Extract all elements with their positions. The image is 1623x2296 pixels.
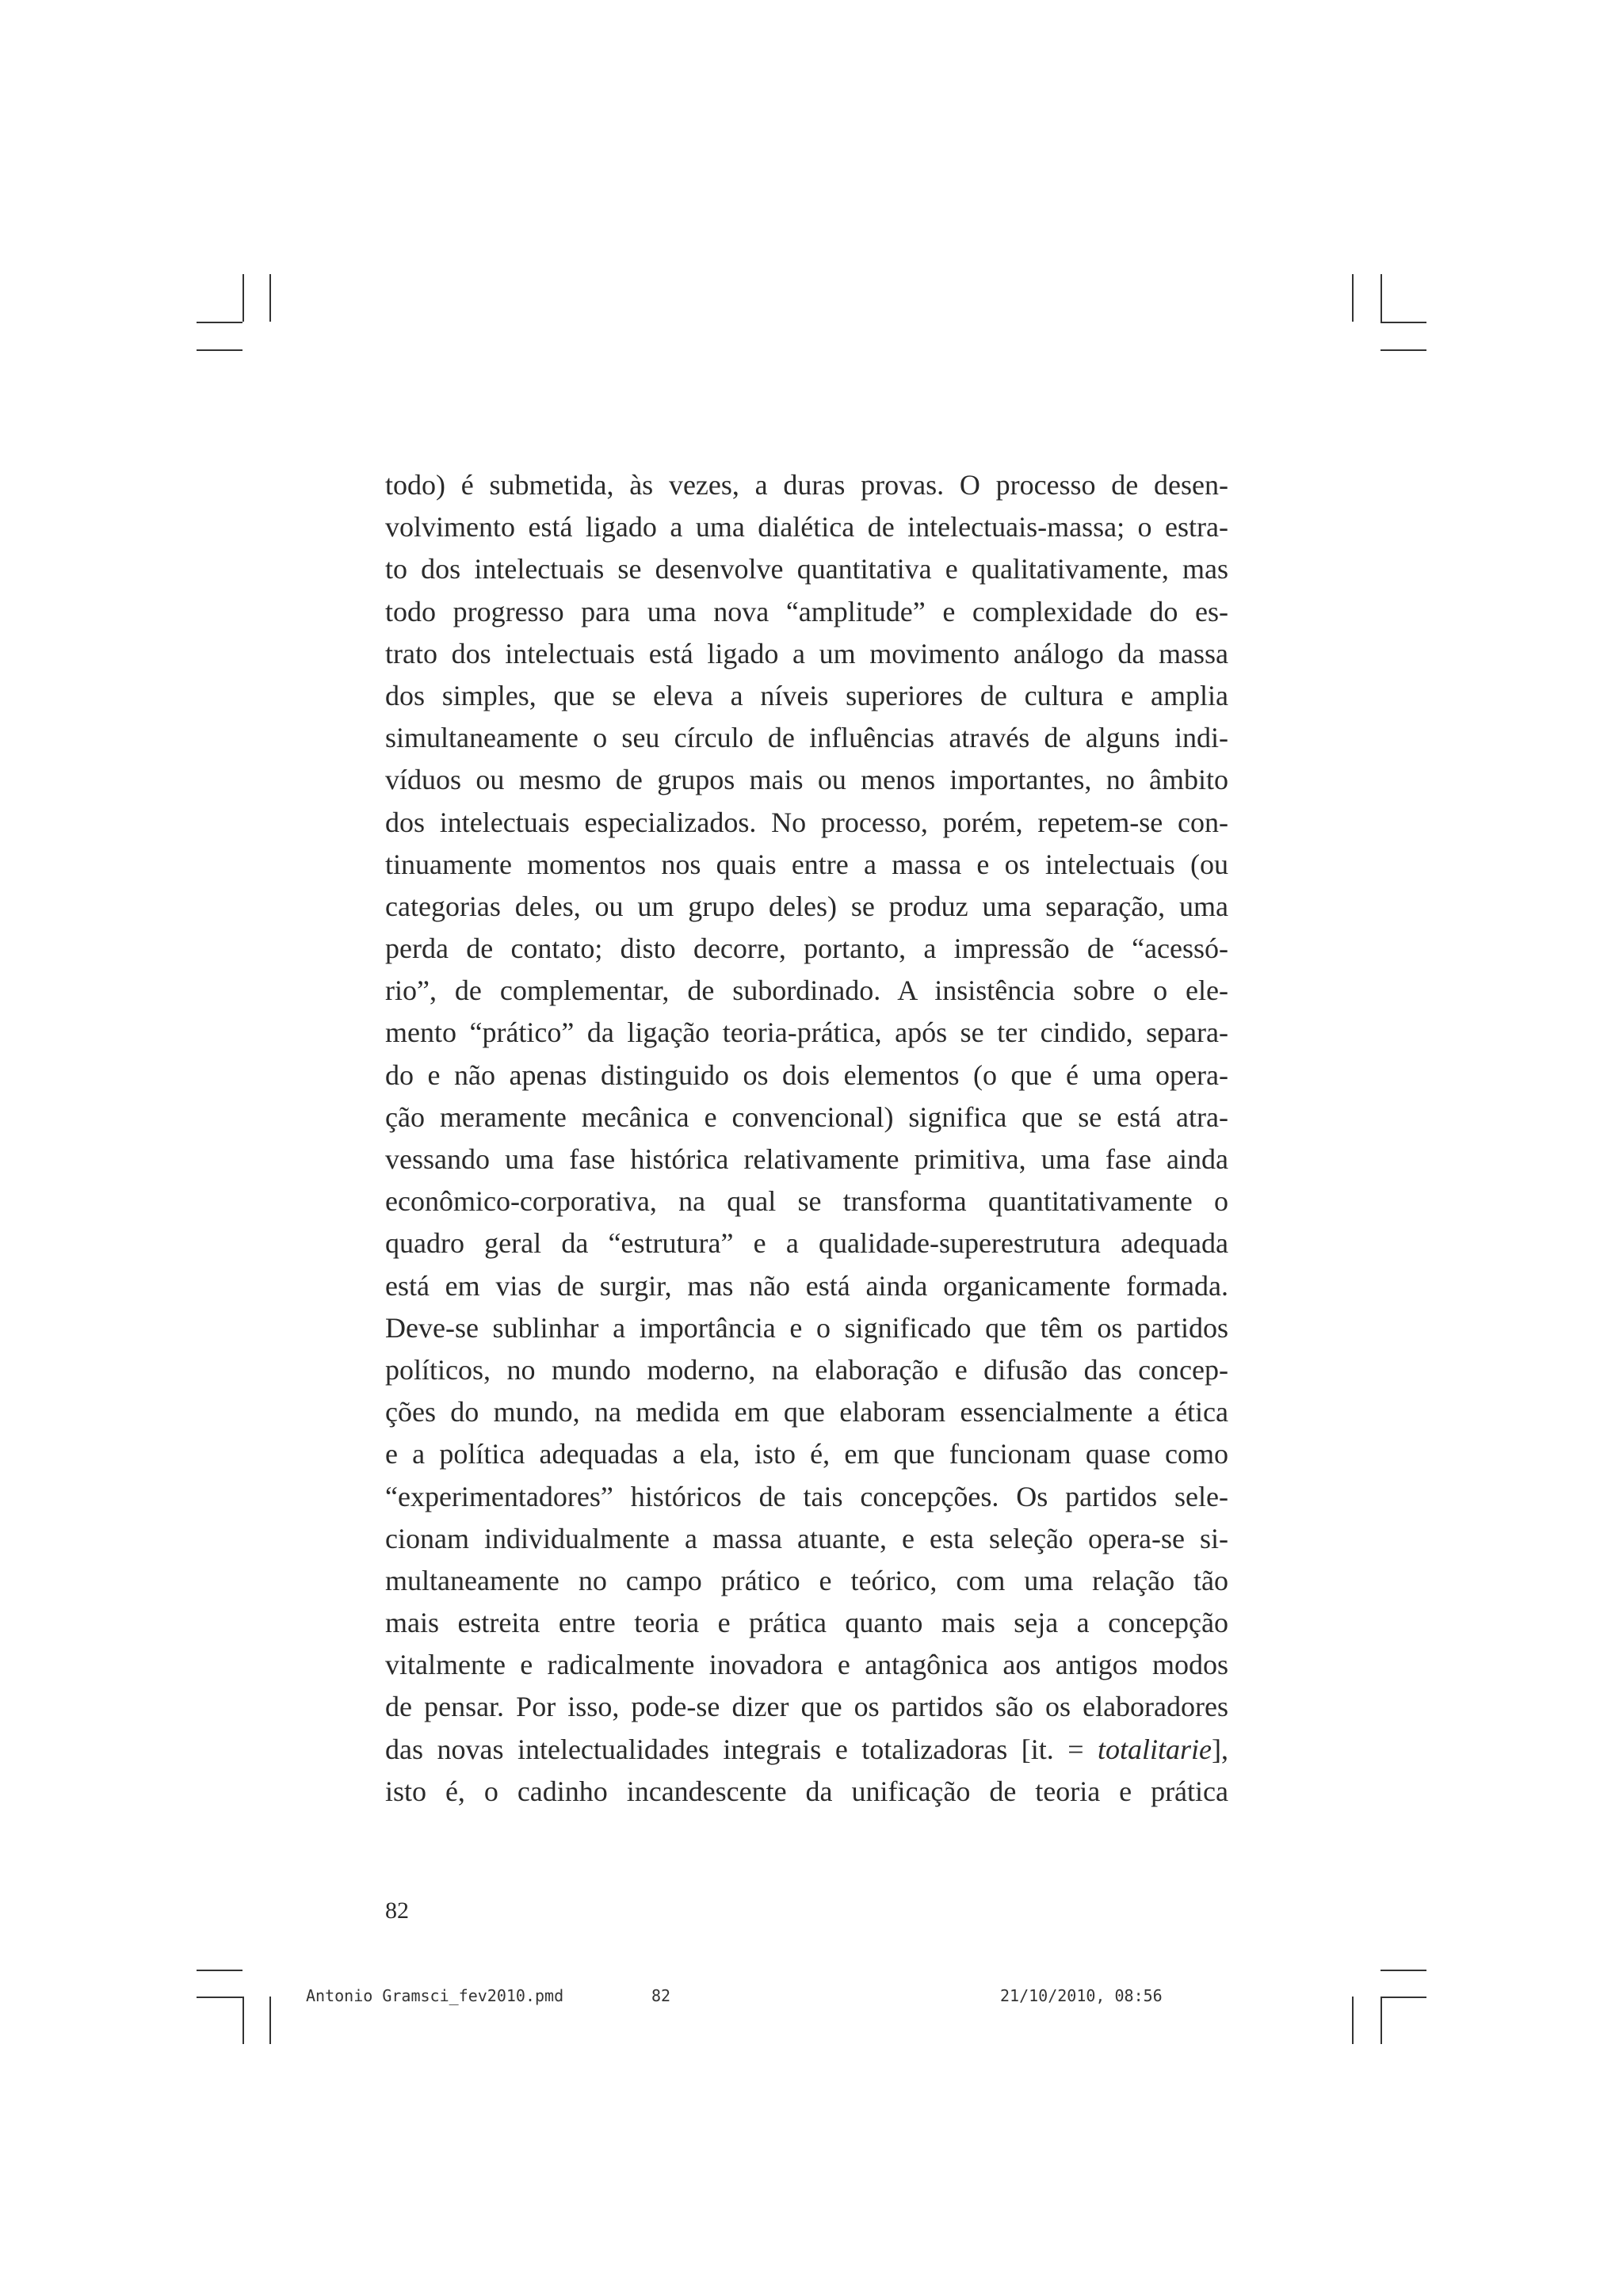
text-line: ção meramente mecânica e convencional) significa que se está atra- [385,1100,1228,1133]
text-line: econômico-corporativa, na qual se transforma quantitativamente o [385,1185,1228,1218]
crop-mark [1381,349,1426,351]
page-number: 82 [385,1897,409,1924]
text-line: políticos, no mundo moderno, na elaboração e difusão das concep- [385,1353,1228,1386]
text-line: Deve-se sublinhar a importância e o significado que têm os partidos [385,1311,1228,1344]
text-line: dos intelectuais especializados. No processo, porém, repetem-se con- [385,806,1228,838]
crop-mark [1381,1997,1382,2044]
text-line: todo progresso para uma nova “amplitude” e complexidade do es- [385,595,1228,627]
crop-mark [242,1997,244,2044]
text-line: simultaneamente o seu círculo de influências através de alguns indi- [385,722,1228,754]
text-line: de pensar. Por isso, pode-se dizer que os partidos são os elaboradores [385,1691,1228,1723]
crop-mark [242,274,244,322]
crop-mark [269,1997,271,2044]
text-line: perda de contato; disto decorre, portanto, a impressão de “acessó- [385,933,1228,965]
slug-filename: Antonio Gramsci_fev2010.pmd [306,1986,564,2005]
text-line: víduos ou mesmo de grupos mais ou menos importantes, no âmbito [385,764,1228,796]
text-line: multaneamente no campo prático e teórico, com uma relação tão [385,1564,1228,1596]
text-line: rio”, de complementar, de subordinado. A insistência sobre o ele- [385,974,1228,1007]
crop-mark [269,274,271,322]
text-line: tinuamente momentos nos quais entre a massa e os intelectuais (ou [385,848,1228,880]
text-line: mento “prático” da ligação teoria-prática, após se ter cindido, separa- [385,1016,1228,1049]
crop-mark [197,1997,242,1998]
crop-mark [197,322,242,323]
text-span: das novas intelectualidades integrais e totalizadoras [it. = [385,1733,1098,1765]
crop-mark [197,349,242,351]
text-line: está em vias de surgir, mas não está ainda organicamente formada. [385,1269,1228,1302]
text-line: quadro geral da “estrutura” e a qualidade-superestrutura adequada [385,1227,1228,1260]
text-line: isto é, o cadinho incandescente da unificação de teoria e prática [385,1775,1228,1807]
italic-term: totalitarie [1098,1733,1212,1765]
text-line: categorias deles, ou um grupo deles) se produz uma separação, uma [385,890,1228,922]
text-line: cionam individualmente a massa atuante, e esta seleção opera-se si- [385,1522,1228,1554]
text-line: e a política adequadas a ela, isto é, em que funcionam quase como [385,1438,1228,1470]
body-text [385,464,1228,1813]
text-line: vitalmente e radicalmente inovadora e antagônica aos antigos modos [385,1649,1228,1681]
crop-mark [1381,1970,1426,1971]
crop-mark [1352,1997,1354,2044]
text-line: volvimento está ligado a uma dialética de intelectuais-massa; o estra- [385,511,1228,543]
crop-mark [1381,1997,1426,1998]
crop-mark [1381,322,1426,323]
text-line: dos simples, que se eleva a níveis superiores de cultura e amplia [385,679,1228,711]
text-line: trato dos intelectuais está ligado a um movimento análogo da massa [385,637,1228,669]
text-line: ções do mundo, na medida em que elaboram essencialmente a ética [385,1396,1228,1428]
text-line: vessando uma fase histórica relativamente primitiva, uma fase ainda [385,1143,1228,1175]
text-line: do e não apenas distinguido os dois elementos (o que é uma opera- [385,1058,1228,1091]
text-span: ], [1212,1733,1228,1765]
text-line: mais estreita entre teoria e prática quanto mais seja a concepção [385,1607,1228,1639]
crop-mark [1352,274,1354,322]
text-line-with-italic [385,1729,1228,1771]
slug-timestamp: 21/10/2010, 08:56 [1000,1986,1163,2005]
text-line: to dos intelectuais se desenvolve quantitativa e qualitativamente, mas [385,553,1228,585]
crop-mark [1381,274,1382,322]
text-line: todo) é submetida, às vezes, a duras provas. O processo de desen- [385,469,1228,501]
text-line: “experimentadores” históricos de tais concepções. Os partidos sele- [385,1480,1228,1512]
crop-mark [197,1970,242,1971]
slug-page: 82 [651,1986,671,2005]
